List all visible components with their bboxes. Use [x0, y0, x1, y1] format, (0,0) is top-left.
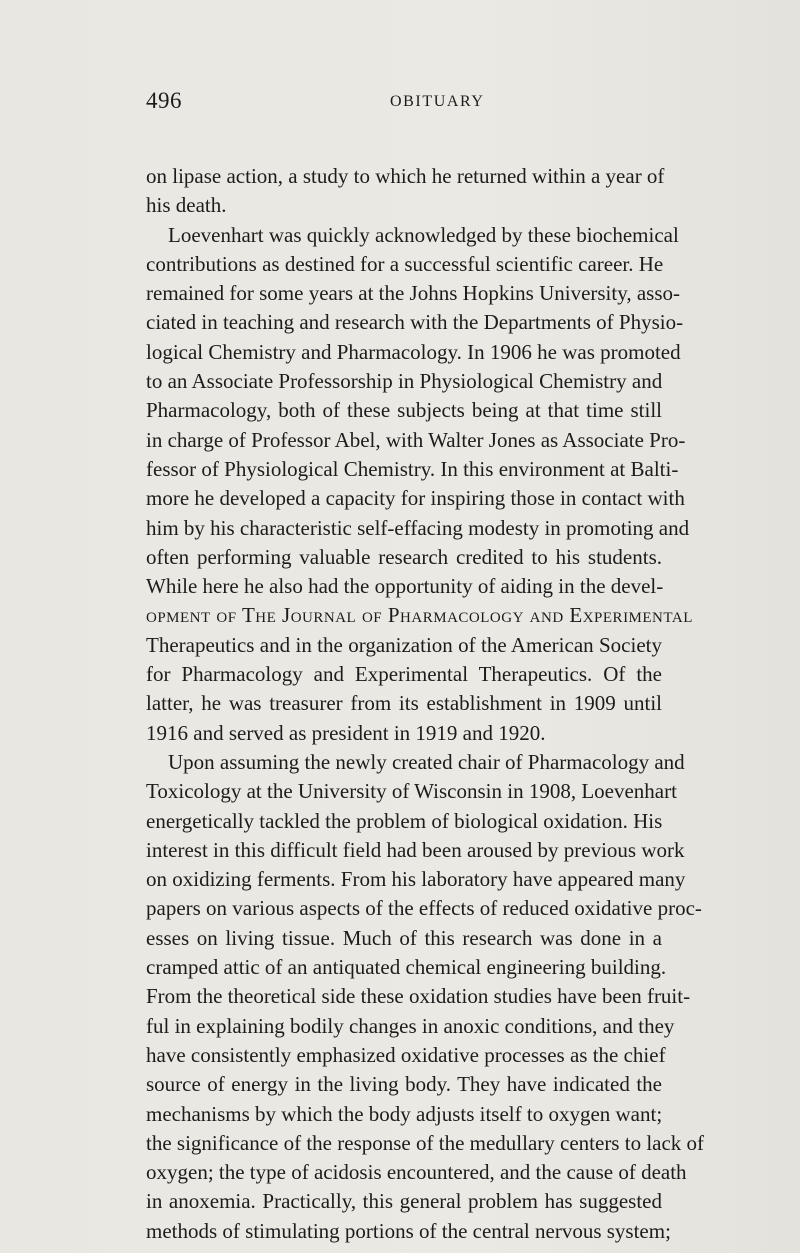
- page-number: 496: [146, 88, 182, 113]
- text-line: in charge of Professor Abel, with Walter Jones as Associate Pro-: [146, 427, 686, 452]
- text-line: contributions as destined for a successful scientific career. He: [146, 251, 664, 276]
- text-line: oxygen; the type of acidosis encountered, and the cause of death: [146, 1160, 687, 1185]
- text-line: on lipase action, a study to which he returned within a year of: [146, 164, 665, 188]
- text-line: Therapeutics and in the organization of the American Society: [146, 632, 662, 657]
- text-line: Upon assuming the newly created chair of Pharmacology and: [168, 749, 685, 774]
- text-line: on oxidizing ferments. From his laboratory have appeared many: [146, 867, 686, 892]
- text-line: papers on various aspects of the effects of reduced oxidative proc-: [146, 896, 702, 921]
- text-line: mechanisms by which the body adjusts itself to oxygen want;: [146, 1101, 663, 1126]
- text-line: have consistently emphasized oxidative processes as the chief: [146, 1042, 666, 1067]
- text-line: energetically tackled the problem of biological oxidation. His: [146, 808, 663, 833]
- text-line: latter, he was treasurer from its establishment in 1909 until: [146, 691, 662, 716]
- text-line: ciated in teaching and research with the Departments of Physio-: [146, 310, 684, 335]
- text-line: more he developed a capacity for inspiring those in contact with: [146, 486, 685, 511]
- text-line: From the theoretical side these oxidation studies have been fruit-: [146, 984, 691, 1009]
- text-line: ful in explaining bodily changes in anoxic conditions, and they: [146, 1013, 675, 1038]
- text-line: logical Chemistry and Pharmacology. In 1906 he was promoted: [146, 339, 681, 364]
- text-line: source of energy in the living body. They have indicated the: [146, 1072, 662, 1097]
- text-line: opment of The Journal of Pharmacology and Experimental: [146, 603, 693, 628]
- text-line: remained for some years at the Johns Hopkins University, asso-: [146, 281, 681, 306]
- text-line: cramped attic of an antiquated chemical engineering building.: [146, 955, 667, 980]
- text-line: to an Associate Professorship in Physiological Chemistry and: [146, 369, 663, 394]
- text-line: methods of stimulating portions of the central nervous system;: [146, 1218, 671, 1243]
- running-head: OBITUARY: [390, 93, 485, 110]
- page-header: [146, 88, 654, 118]
- body-text: [146, 162, 705, 1246]
- text-line: Pharmacology, both of these subjects being at that time still: [146, 398, 662, 423]
- text-line: for Pharmacology and Experimental Therapeutics. Of the: [146, 662, 662, 687]
- text-line: 1916 and served as president in 1919 and 1920.: [146, 720, 546, 745]
- text-line: the significance of the response of the medullary centers to lack of: [146, 1130, 705, 1155]
- text-line: his death.: [146, 193, 227, 218]
- text-line: While here he also had the opportunity of aiding in the devel-: [146, 574, 664, 599]
- text-line: Loevenhart was quickly acknowledged by these biochemical: [168, 222, 679, 247]
- text-line: interest in this difficult field had been aroused by previous work: [146, 837, 685, 862]
- text-line: in anoxemia. Practically, this general problem has suggested: [146, 1189, 662, 1214]
- text-line: him by his characteristic self-effacing modesty in promoting and: [146, 515, 690, 540]
- text-line: often performing valuable research credited to his students.: [146, 544, 662, 569]
- text-line: fessor of Physiological Chemistry. In this environment at Balti-: [146, 456, 679, 481]
- text-line: Toxicology at the University of Wisconsin in 1908, Loevenhart: [146, 779, 677, 804]
- text-line: esses on living tissue. Much of this research was done in a: [146, 925, 662, 950]
